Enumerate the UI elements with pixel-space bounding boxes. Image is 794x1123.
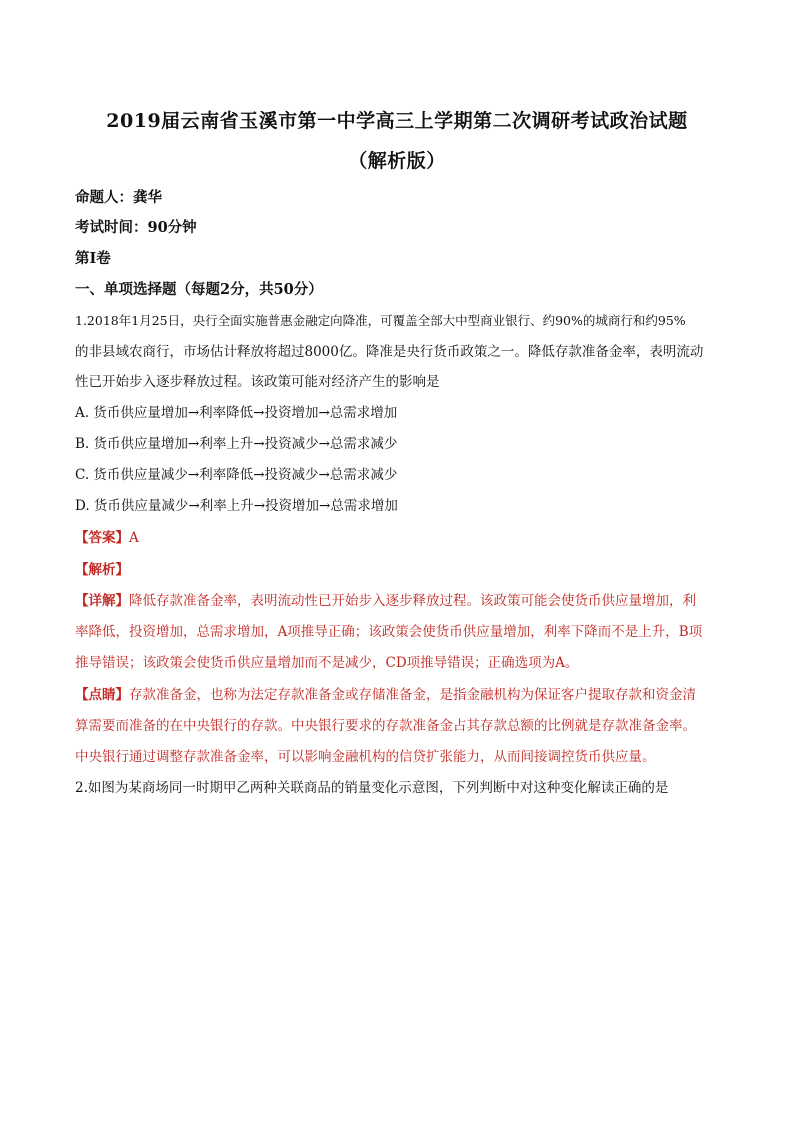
q1-option-a: A. 货币供应量增加→利率降低→投资增加→总需求增加 xyxy=(75,405,398,421)
q1-detail-line-2: 率降低，投资增加，总需求增加，A项推导正确；该政策会使货币供应量增加，利率下降而不是上升，B项 xyxy=(75,624,703,640)
volume-label: 第Ⅰ卷 xyxy=(75,250,111,267)
q1-option-b: B. 货币供应量增加→利率上升→投资减少→总需求减少 xyxy=(75,436,398,452)
q1-analysis-line xyxy=(75,560,725,580)
q1-stem-line-3: 性已开始步入逐步释放过程。该政策可能对经济产生的影响是 xyxy=(75,374,440,390)
q1-note-line-3: 中央银行通过调整存款准备金率，可以影响金融机构的信贷扩张能力，从而间接调控货币供应量。 xyxy=(75,749,656,765)
detail-text-1: 降低存款准备金率，表明流动性已开始步入逐步释放过程。该政策可能会使货币供应量增加，利 xyxy=(129,593,696,609)
q1-detail-line-1 xyxy=(75,591,725,611)
document-title: 2019届云南省玉溪市第一中学高三上学期第二次调研考试政治试题 xyxy=(106,110,688,132)
q1-stem-line-1: 1.2018年1月25日，央行全面实施普惠金融定向降准，可覆盖全部大中型商业银行、约90%的城商行和约95% xyxy=(75,313,686,328)
answer-tag: 【答案】 xyxy=(75,530,129,546)
q2-stem-line-1: 2.如图为某商场同一时期甲乙两种关联商品的销量变化示意图，下列判断中对这种变化解读正确的是 xyxy=(75,780,669,796)
q1-stem-line-2: 的非县域农商行，市场估计释放将超过8000亿。降准是央行货币政策之一。降低存款准备金率，表明流动 xyxy=(75,344,704,360)
q1-option-c: C. 货币供应量减少→利率降低→投资减少→总需求减少 xyxy=(75,467,398,483)
author-line: 命题人：龚华 xyxy=(75,189,162,206)
analysis-tag: 【解析】 xyxy=(75,562,129,578)
q1-detail-line-3: 推导错误；该政策会使货币供应量增加而不是减少，CD项推导错误；正确选项为A。 xyxy=(75,655,579,671)
exam-time-line: 考试时间：90分钟 xyxy=(75,219,197,236)
document-subtitle: （解析版） xyxy=(348,150,446,172)
note-text-1: 存款准备金，也称为法定存款准备金或存储准备金，是指金融机构为保证客户提取存款和资金清 xyxy=(129,687,696,703)
answer-value: A xyxy=(129,530,139,546)
note-tag: 【点睛】 xyxy=(75,687,129,703)
q1-option-d: D. 货币供应量减少→利率上升→投资增加→总需求增加 xyxy=(75,498,398,514)
q1-note-line-2: 算需要而准备的在中央银行的存款。中央银行要求的存款准备金占其存款总额的比例就是存款准备金率。 xyxy=(75,718,696,734)
q1-answer-line xyxy=(75,528,725,548)
section-heading: 一、单项选择题（每题2分，共50分） xyxy=(75,281,323,298)
detail-tag: 【详解】 xyxy=(75,593,129,609)
q1-note-line-1 xyxy=(75,685,725,705)
